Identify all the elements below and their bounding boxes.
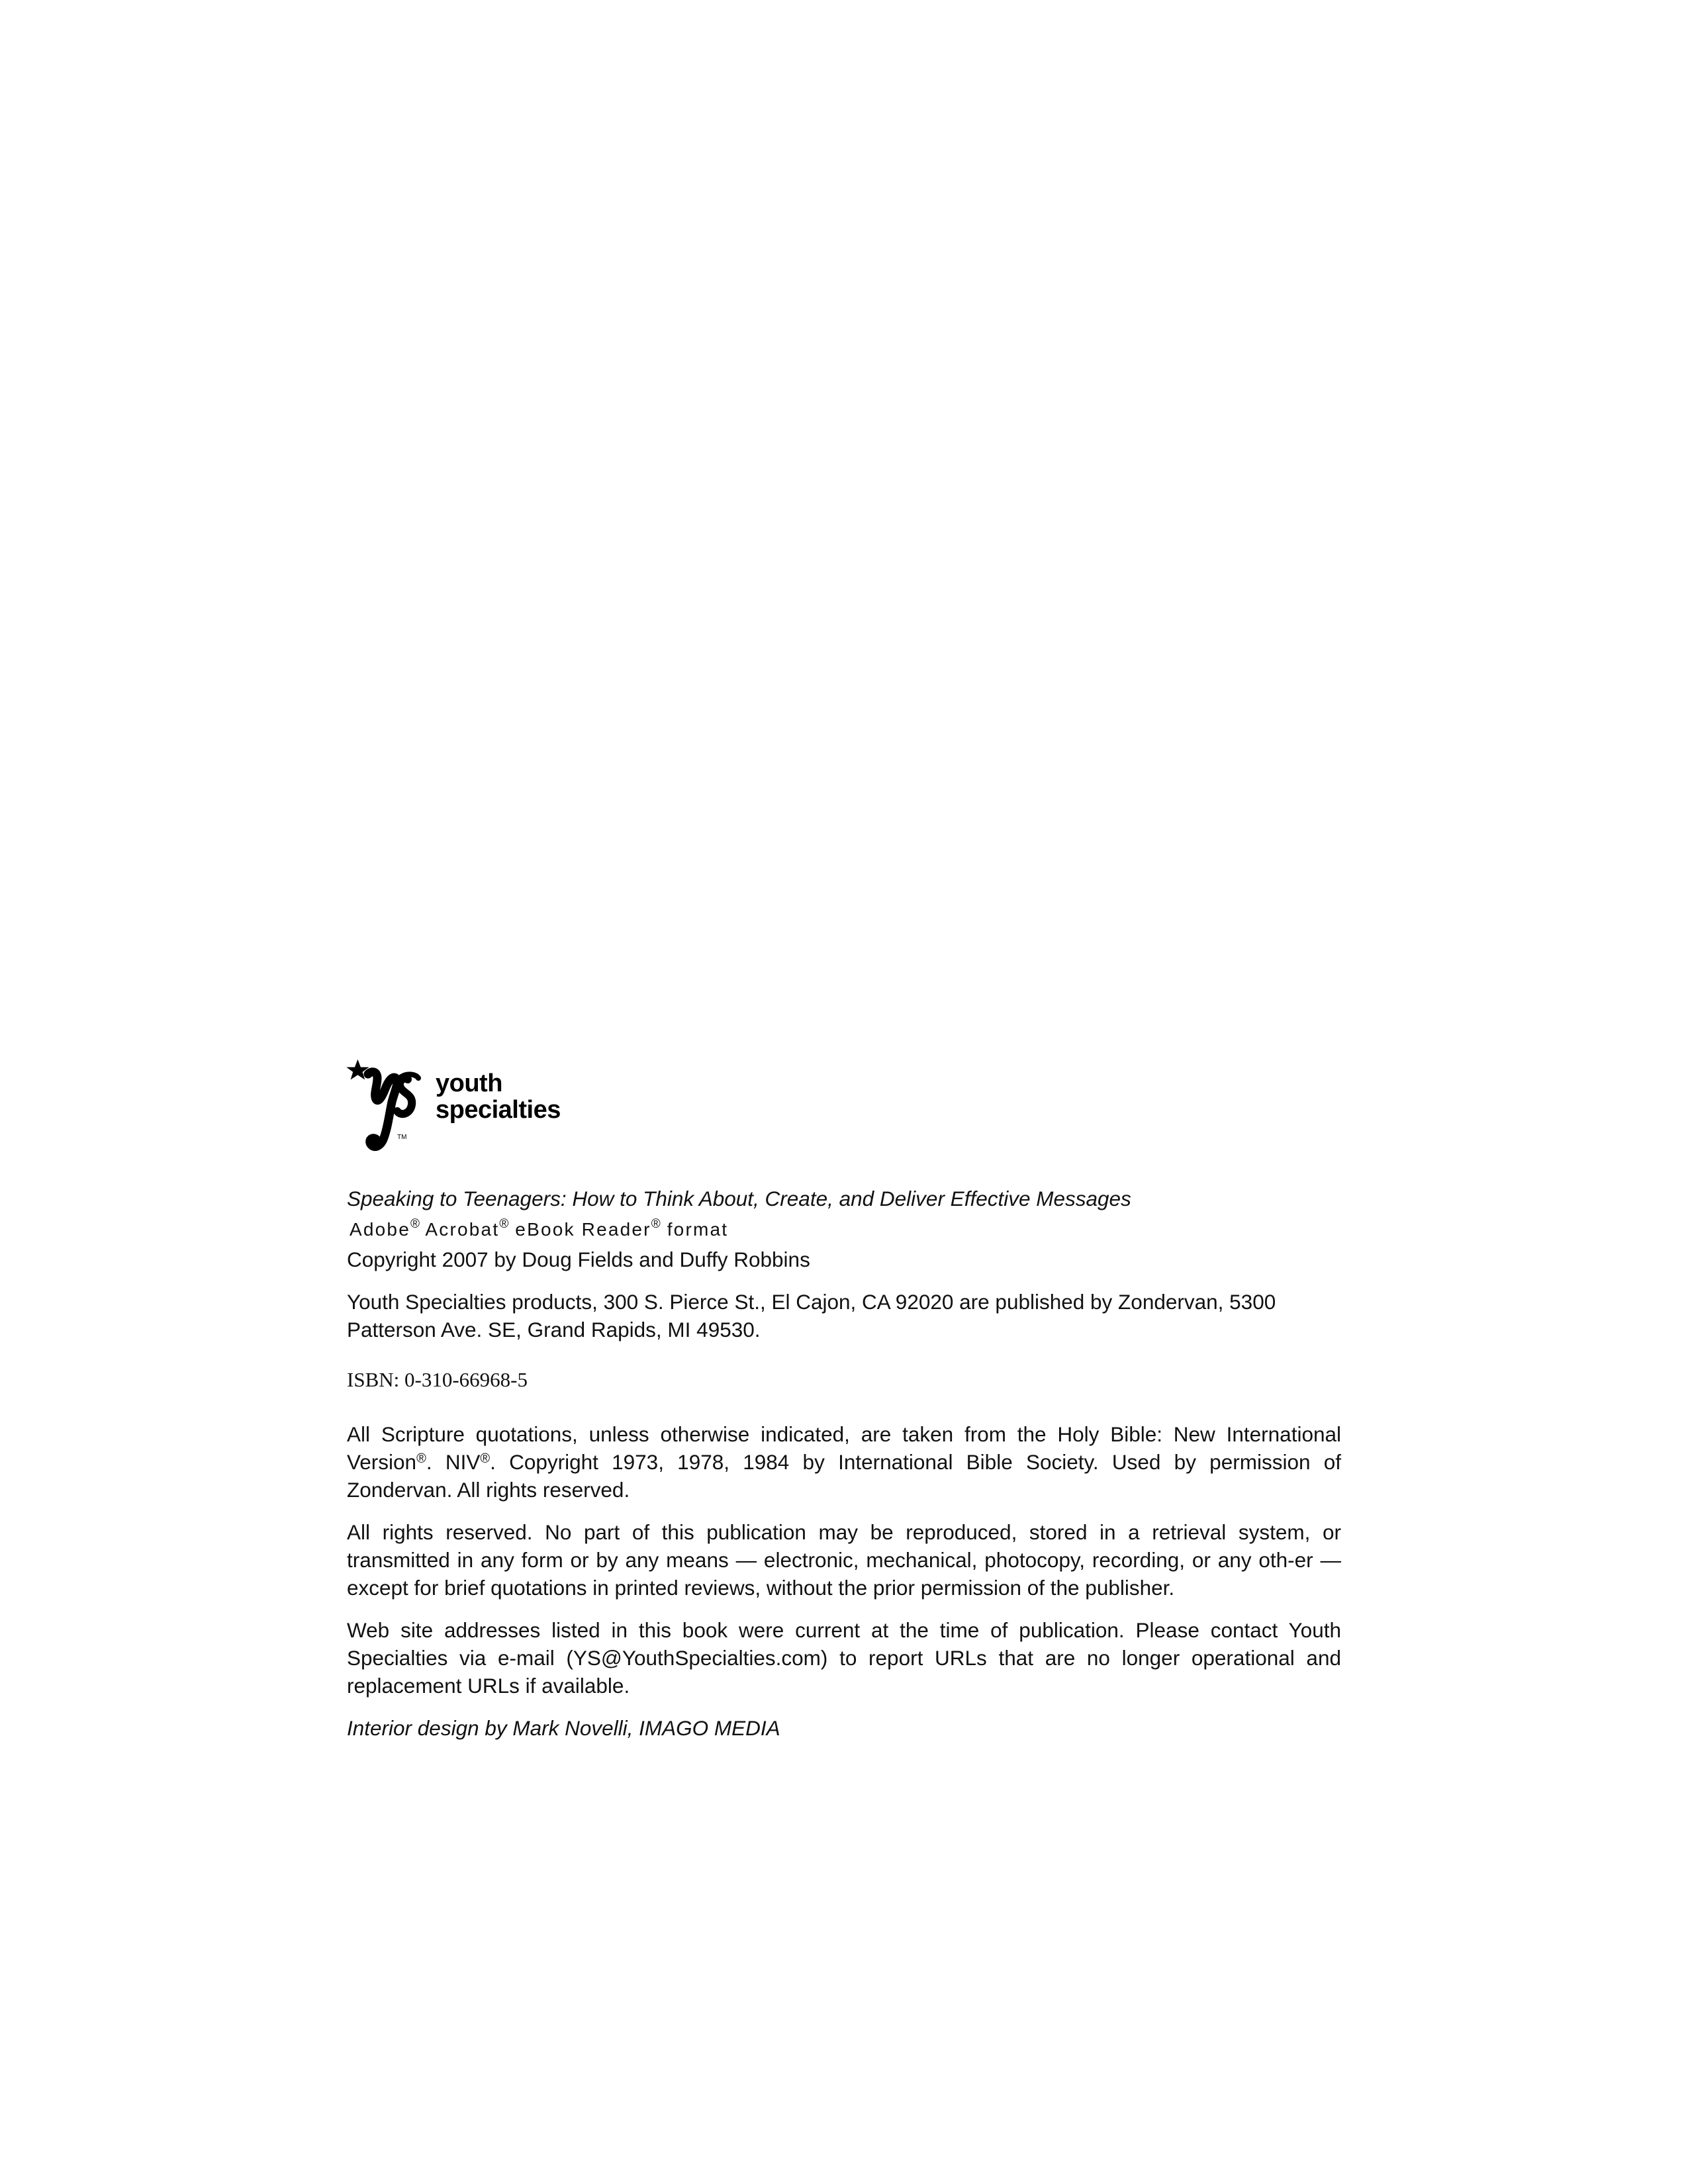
logo-wordmark [436, 1070, 561, 1123]
reg-mark: ® [410, 1217, 420, 1231]
copyright-line: Copyright 2007 by Doug Fields and Duffy Robbins [347, 1248, 810, 1271]
copyright-text-block [347, 1185, 1341, 1742]
logo-line-youth: youth [436, 1069, 502, 1097]
format-acrobat: Acrobat [425, 1219, 500, 1240]
web-address-notice: Web site addresses listed in this book were current at the time of publication. Please contact Youth Specialties via e-mail (YS@YouthSpecialties.com) to report URLs that are no longer operational and replacement URLs if available. [347, 1618, 1341, 1698]
reg-mark: ® [499, 1217, 509, 1231]
reg-mark: ® [480, 1451, 491, 1466]
rights-reserved-notice: All rights reserved. No part of this publication may be reproduced, stored in a retrieval system, or transmitted in any form or by any means — electronic, mechanical, photocopy, recording, or any oth-er — except for brief quotations in printed reviews, without the prior permission of the publisher. [347, 1520, 1341, 1600]
publisher-address: Youth Specialties products, 300 S. Pierce St., El Cajon, CA 92020 are published by Zondervan, 5300 Patterson Ave. SE, Grand Rapids, MI 49530. [347, 1290, 1276, 1342]
scripture-permission: All Scripture quotations, unless otherwise indicated, are taken from the Holy Bible: New International Version®. NIV®. Copyright 1973, 1978, 1984 by International Bible Society. Used by permission of Zondervan. All rights reserved. [347, 1422, 1341, 1502]
format-word: format [667, 1219, 729, 1240]
logo-line-specialties: specialties [436, 1096, 561, 1124]
ebook-format-line [347, 1216, 1341, 1243]
book-title: Speaking to Teenagers: How to Think About, Create, and Deliver Effective Messages [347, 1187, 1131, 1210]
format-ebook-reader: eBook Reader [515, 1219, 651, 1240]
trademark-mark: TM [397, 1134, 407, 1141]
publisher-logo [344, 1056, 583, 1168]
design-credit: Interior design by Mark Novelli, IMAGO MEDIA [347, 1716, 780, 1740]
reg-mark: ® [416, 1451, 426, 1466]
format-adobe: Adobe [350, 1219, 410, 1240]
ys-star-logo-icon [344, 1056, 430, 1161]
reg-mark: ® [651, 1217, 661, 1231]
isbn: ISBN: 0-310-66968-5 [347, 1368, 528, 1391]
